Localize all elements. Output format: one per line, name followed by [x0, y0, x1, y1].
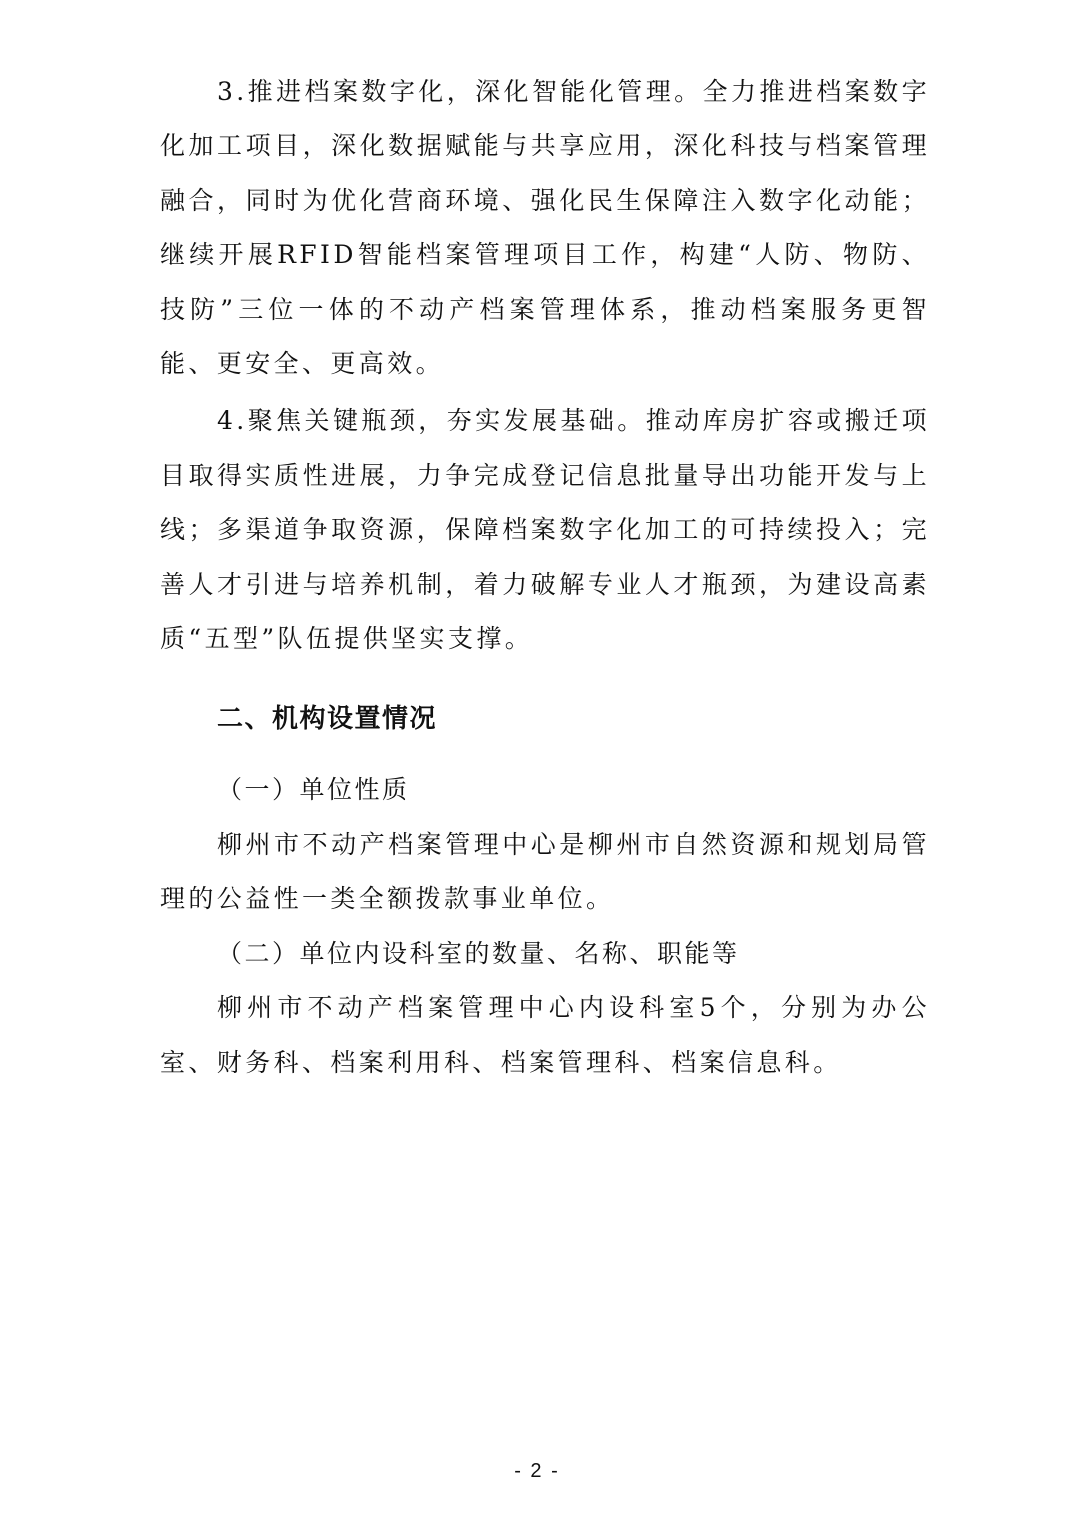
paragraph-item-4: 4.聚焦关键瓶颈，夯实发展基础。推动库房扩容或搬迁项目取得实质性进展，力争完成登记信息批量导出功能开发与上线；多渠道争取资源，保障档案数字化加工的可持续投入；完善人才引进与培养机制，着力破解专业人才瓶颈，为建设高素质“五型”队伍提供坚实支撑。	[160, 406, 930, 654]
section-heading: 二、机构设置情况	[217, 704, 438, 735]
paragraph-item-3: 3.推进档案数字化，深化智能化管理。全力推进档案数字化加工项目，深化数据赋能与共享应用，深化科技与档案管理融合，同时为优化营商环境、强化民生保障注入数字化动能；继续开展RFID智能档案管理项目工作，构建“人防、物防、技防”三位一体的不动产档案管理体系，推动档案服务更智能、更安全、更高效。	[160, 77, 930, 379]
subsection-heading-1: （一）单位性质	[217, 775, 410, 805]
subsection-heading-2: （二）单位内设科室的数量、名称、职能等	[217, 938, 740, 968]
document-body	[160, 65, 930, 1090]
page-number: - 2 -	[514, 1460, 560, 1482]
subsection-body-1: 柳州市不动产档案管理中心是柳州市自然资源和规划局管理的公益性一类全额拨款事业单位。	[160, 829, 930, 914]
subsection-body-2: 柳州市不动产档案管理中心内设科室5个，分别为办公室、财务科、档案利用科、档案管理科、档案信息科。	[160, 993, 930, 1077]
